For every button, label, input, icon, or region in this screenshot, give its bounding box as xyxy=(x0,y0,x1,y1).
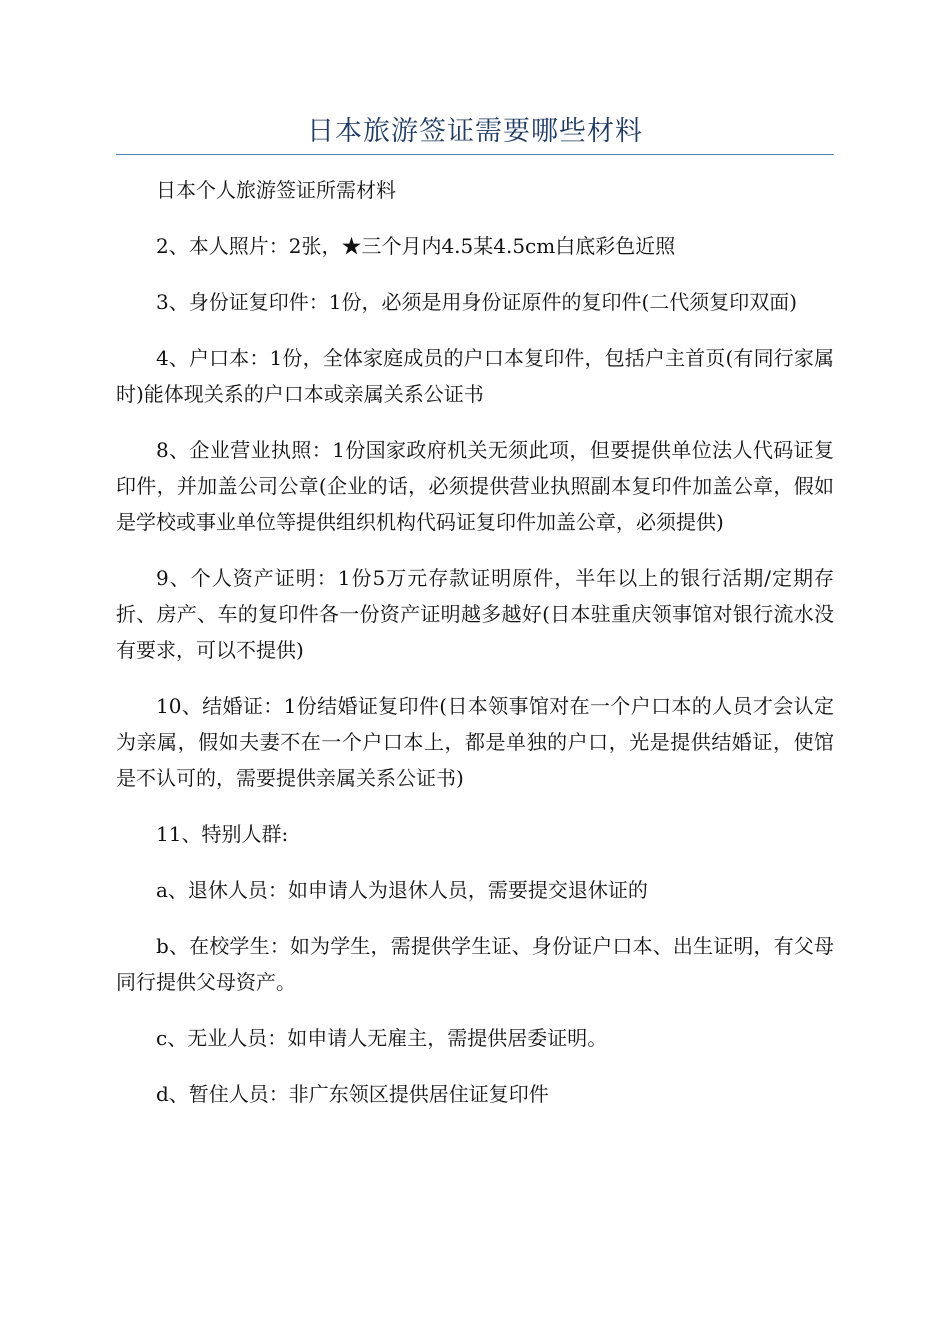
paragraph-retirees: a、退休人员：如申请人为退休人员，需要提交退休证的 xyxy=(156,878,648,902)
paragraph-marriage-certificate: 10、结婚证：1份结婚证复印件(日本领事馆对在一个户口本的人员才会认定为亲属，假如夫妻不在一个户口本上，都是单独的户口，光是提供结婚证，使馆是不认可的，需要提供亲属关系公证书) xyxy=(116,694,834,790)
document-body xyxy=(116,172,834,1132)
paragraph-temporary-residents: d、暂住人员：非广东领区提供居住证复印件 xyxy=(156,1082,549,1106)
paragraph-household-register: 4、户口本：1份，全体家庭成员的户口本复印件，包括户主首页(有同行家属时)能体现关系的户口本或亲属关系公证书 xyxy=(116,346,834,406)
paragraph-business-license: 8、企业营业执照：1份国家政府机关无须此项，但要提供单位法人代码证复印件，并加盖公司公章(企业的话，必须提供营业执照副本复印件加盖公章，假如是学校或事业单位等提供组织机构代码证复印件加盖公章，必须提供) xyxy=(116,438,834,534)
paragraph-unemployed: c、无业人员：如申请人无雇主，需提供居委证明。 xyxy=(156,1026,608,1050)
paragraph-asset-proof: 9、个人资产证明：1份5万元存款证明原件，半年以上的银行活期/定期存折、房产、车的复印件各一份资产证明越多越好(日本驻重庆领事馆对银行流水没有要求，可以不提供) xyxy=(116,566,834,662)
paragraph-intro: 日本个人旅游签证所需材料 xyxy=(156,178,396,202)
paragraph-students: b、在校学生：如为学生，需提供学生证、身份证户口本、出生证明，有父母同行提供父母资产。 xyxy=(116,934,834,994)
paragraph-photo: 2、本人照片：2张，★三个月内4.5某4.5cm白底彩色近照 xyxy=(156,234,676,258)
paragraph-special-groups: 11、特别人群: xyxy=(156,822,289,846)
title-underline xyxy=(116,154,834,155)
paragraph-id-card: 3、身份证复印件：1份，必须是用身份证原件的复印件(二代须复印双面) xyxy=(156,290,798,314)
document-title: 日本旅游签证需要哪些材料 xyxy=(307,116,643,147)
